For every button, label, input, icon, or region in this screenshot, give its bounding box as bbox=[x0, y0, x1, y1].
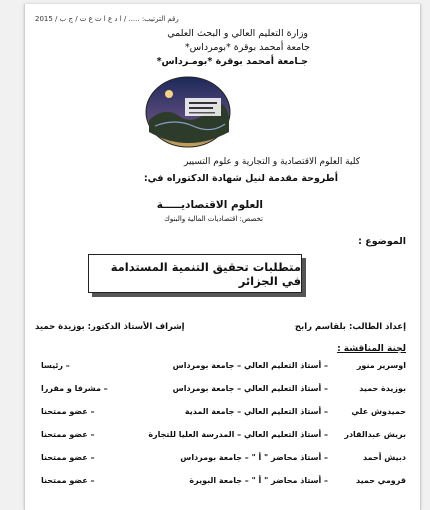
subject-label: الموضوع : bbox=[358, 236, 406, 247]
member-role: – عضو ممتحنا bbox=[41, 476, 95, 485]
member-name: بوزيدة حميد bbox=[359, 384, 406, 393]
specialization: تخصص: اقتصاديات المالية والبنوك bbox=[164, 215, 263, 223]
member-name: بريش عبدالقادر bbox=[344, 430, 406, 439]
thesis-label: أطروحة مقدمة لنيل شهادة الدكتوراه في: bbox=[143, 173, 338, 184]
university-name: جـامعة أمحمد بوقرة *بومـرداس* bbox=[156, 56, 308, 67]
document-page bbox=[24, 4, 421, 510]
ministry-name: وزارة التعليم العالي و البحث العلمي bbox=[167, 28, 308, 39]
thesis-title: متطلبات تحقيق التنمية المستدامة في الجزائر bbox=[110, 259, 301, 288]
prepared-by: إعداد الطالب: بلقاسم رابح bbox=[294, 322, 406, 332]
supervisor: إشراف الأستاذ الدكتور: بوزيدة حميد bbox=[35, 322, 185, 332]
university-logo-icon bbox=[145, 76, 231, 148]
committee-row bbox=[33, 453, 406, 469]
member-description: – أستاذ محاضر " أ " – جامعة بومرداس bbox=[180, 453, 328, 462]
member-name: قرومي حميد bbox=[355, 476, 406, 485]
member-role: – رئيسا bbox=[41, 361, 70, 370]
field-of-study: العلوم الاقتصاديـــــة bbox=[156, 199, 263, 211]
member-role: – عضو ممتحنا bbox=[41, 430, 95, 439]
committee-row bbox=[33, 384, 406, 400]
member-description: – أستاذ التعليم العالي – المدرسة العليا للتجارة bbox=[148, 430, 328, 439]
member-name: دبيش أحمد bbox=[363, 453, 406, 462]
committee-row bbox=[33, 361, 406, 377]
faculty-name: كلية العلوم الاقتصادية و التجارية و علوم التسيير bbox=[184, 157, 360, 167]
member-name: اوسرير منور bbox=[356, 361, 406, 370]
committee-row bbox=[33, 430, 406, 446]
university-subtitle: جامعة أمحمد بوقرة *بومرداس* bbox=[184, 42, 310, 53]
thesis-title-box bbox=[88, 254, 302, 293]
member-role: – مشرفا و مقررا bbox=[41, 384, 108, 393]
reference-number: رقم الترتيب: ..... / ا د ع ا ت ع ت / ج ب / 2015 bbox=[35, 15, 179, 23]
member-description: – أستاذ محاضر " أ " – جامعة البويرة bbox=[189, 476, 328, 485]
committee-row bbox=[33, 476, 406, 492]
committee-heading: لجنة المناقشة : bbox=[337, 344, 406, 354]
member-description: – أستاذ التعليم العالي – جامعة بومرداس bbox=[172, 384, 328, 393]
member-description: – أستاذ التعليم العالي – جامعة المدية bbox=[184, 407, 328, 416]
member-name: حميدوش علي bbox=[351, 407, 406, 416]
member-description: – أستاذ التعليم العالي – جامعة بومرداس bbox=[172, 361, 328, 370]
member-role: – عضو ممتحنا bbox=[41, 453, 95, 462]
member-role: – عضو ممتحنا bbox=[41, 407, 95, 416]
committee-row bbox=[33, 407, 406, 423]
